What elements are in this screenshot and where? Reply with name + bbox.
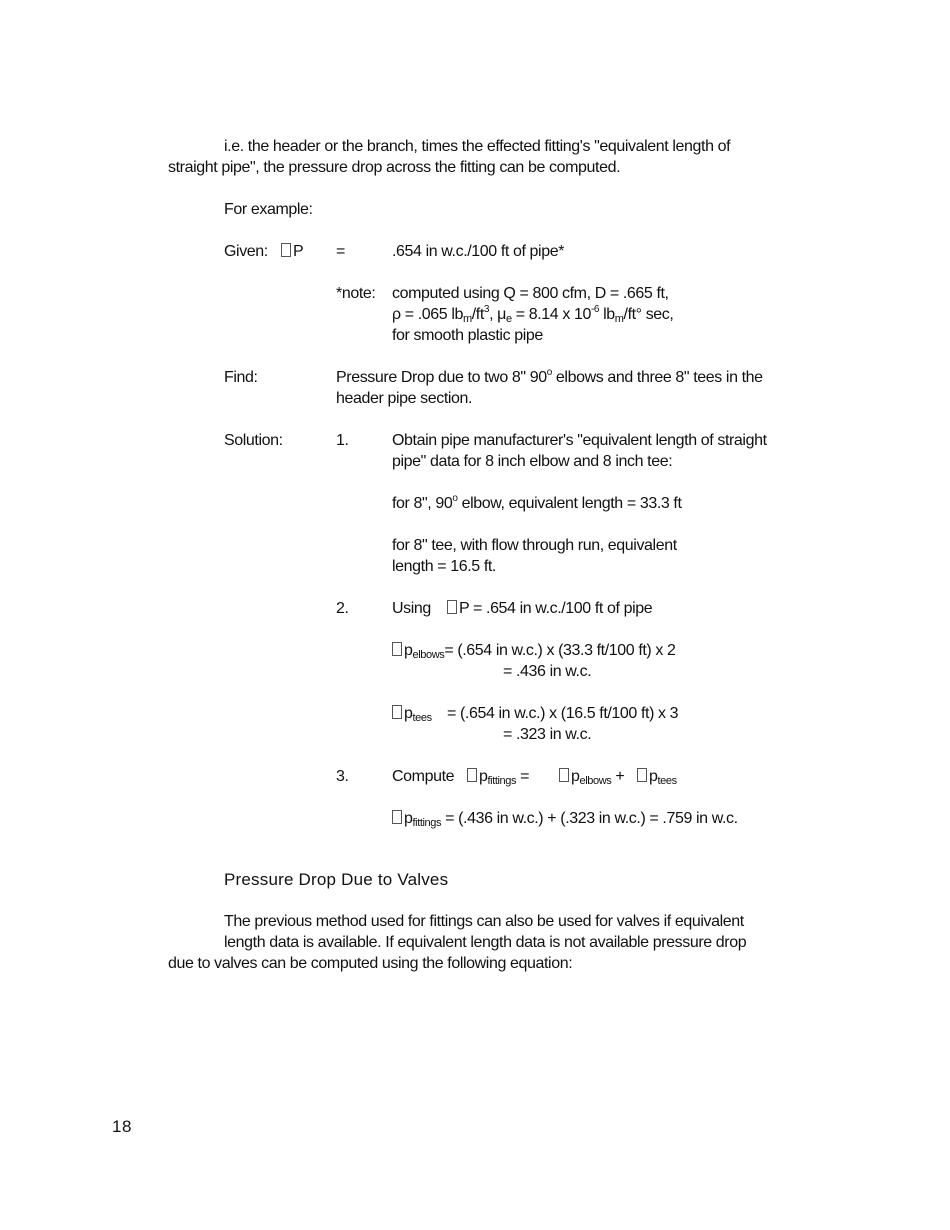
step-2-elbows-expr: pelbows= (.654 in w.c.) x (33.3 ft/100 ft) x 2	[392, 640, 676, 663]
step-2-tees-expr: = (.654 in w.c.) x (16.5 ft/100 ft) x 3	[447, 705, 679, 722]
step-1-tee-line-1: for 8" tee, with flow through run, equivalent	[392, 537, 677, 554]
delta-glyph-icon	[392, 810, 402, 824]
step-3-tees-var: ptees	[637, 766, 677, 789]
intro-line-2: straight pipe", the pressure drop across the fitting can be computed.	[168, 159, 621, 176]
given-equals: =	[336, 243, 345, 260]
given-value: .654 in w.c./100 ft of pipe*	[392, 243, 565, 260]
note-line-1: computed using Q = 800 cfm, D = .665 ft,	[392, 285, 669, 302]
valves-line-2: length data is available. If equivalent length data is not available pressure drop	[224, 934, 747, 951]
valves-line-1: The previous method used for fittings can also be used for valves if equivalent	[224, 913, 744, 930]
step-2-number: 2.	[336, 600, 349, 617]
find-line-1: Pressure Drop due to two 8" 90$^o$ elbows and three 8" tees in the	[336, 367, 763, 386]
step-2-using-expr: P = .654 in w.c./100 ft of pipe	[447, 598, 652, 619]
step-3-fittings-var: pfittings =	[467, 766, 529, 789]
page-number: 18	[112, 1117, 132, 1136]
step-1-number: 1.	[336, 432, 349, 449]
delta-glyph-icon	[447, 600, 457, 614]
step-1-line-1: Obtain pipe manufacturer's "equivalent length of straight	[392, 432, 767, 449]
intro-line-1: i.e. the header or the branch, times the effected fitting's "equivalent length of	[224, 138, 731, 155]
step-1-tee-line-2: length = 16.5 ft.	[392, 558, 496, 575]
delta-glyph-icon	[392, 642, 402, 656]
step-3-compute: Compute	[392, 768, 455, 785]
step-3-number: 3.	[336, 768, 349, 785]
delta-glyph-icon	[559, 768, 569, 782]
step-2-using: Using	[392, 600, 431, 617]
step-2-tees-var: ptees	[392, 703, 432, 726]
delta-glyph-icon	[392, 705, 402, 719]
valves-heading: Pressure Drop Due to Valves	[224, 870, 449, 889]
delta-glyph-icon	[281, 243, 291, 257]
given-symbol: P	[281, 241, 303, 262]
delta-glyph-icon	[467, 768, 477, 782]
solution-label: Solution:	[224, 432, 283, 449]
find-line-2: header pipe section.	[336, 390, 473, 407]
example-label: For example:	[224, 201, 313, 218]
step-1-elbow: for 8", 90$^o$ elbow, equivalent length = 33.3 ft	[392, 493, 682, 512]
step-1-line-2: pipe" data for 8 inch elbow and 8 inch tee:	[392, 453, 673, 470]
step-2-tees-result: = .323 in w.c.	[503, 726, 592, 743]
step-2-elbows-result: = .436 in w.c.	[503, 663, 592, 680]
given-label: Given:	[224, 243, 268, 260]
valves-line-3: due to valves can be computed using the following equation:	[168, 955, 573, 972]
delta-glyph-icon	[637, 768, 647, 782]
step-3-elbows-var: pelbows +	[559, 766, 624, 789]
step-3-final: pfittings = (.436 in w.c.) + (.323 in w.c.) = .759 in w.c.	[392, 808, 738, 831]
note-line-2: ρ = .065 lbm/$ft^3$, μe = 8.14 x $10^{-6}$ lbm/ft° sec,	[392, 304, 674, 325]
note-line-3: for smooth plastic pipe	[392, 327, 543, 344]
find-label: Find:	[224, 369, 258, 386]
note-label: *note:	[336, 285, 376, 302]
